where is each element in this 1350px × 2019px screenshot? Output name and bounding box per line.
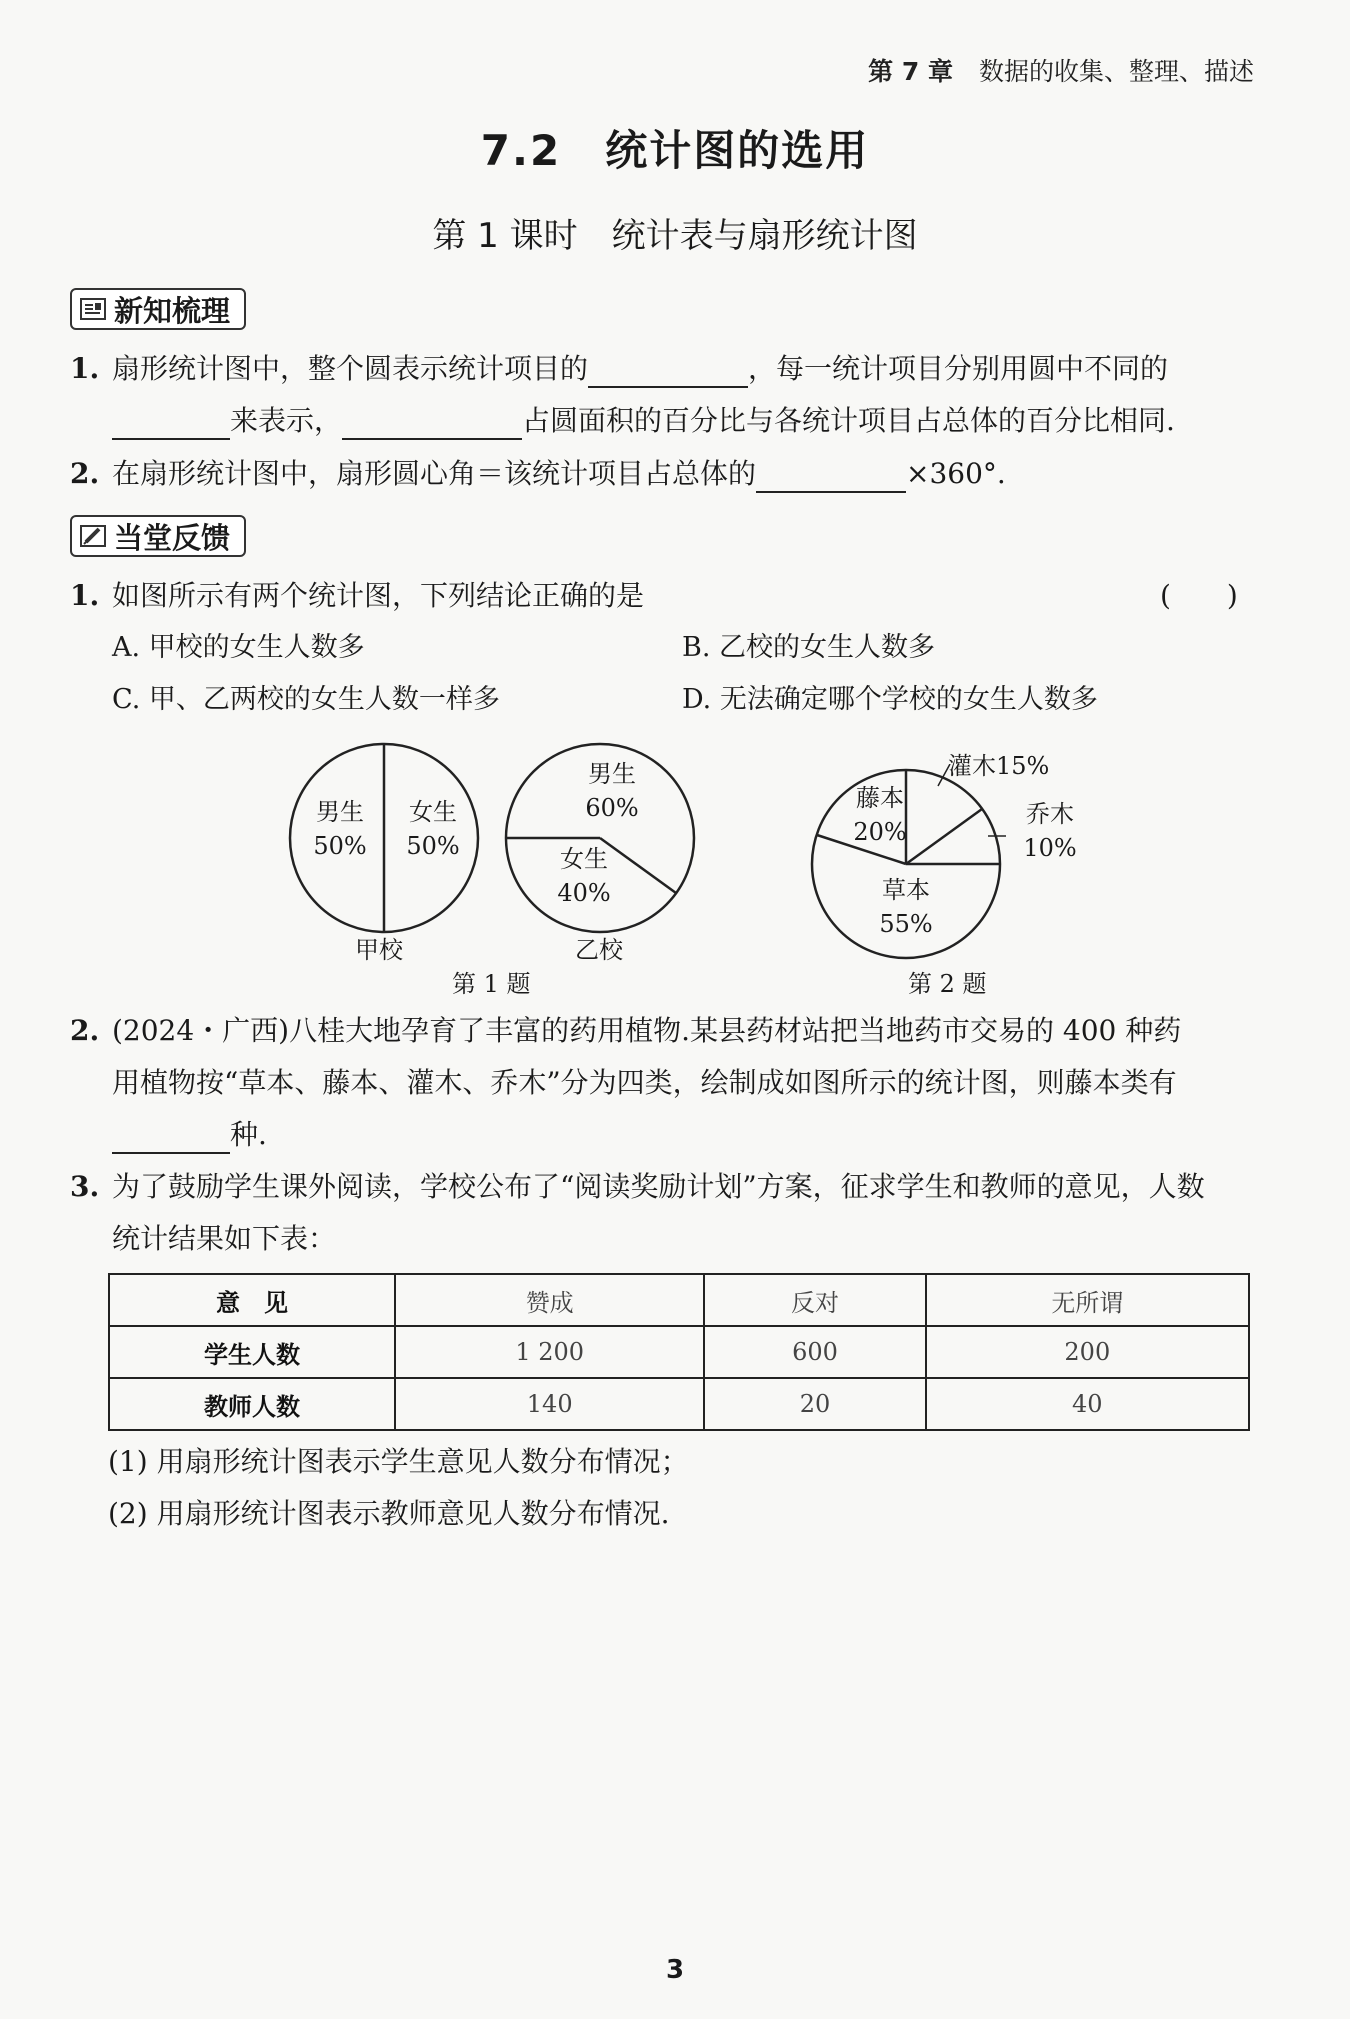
pie-b-name: 乙校 bbox=[575, 936, 623, 964]
item-text: ，每一统计项目分别用圆中不同的 bbox=[748, 352, 1169, 385]
answer-blank[interactable] bbox=[342, 408, 522, 440]
item-number: 1. bbox=[70, 352, 100, 385]
question-3-sub2: (2) 用扇形统计图表示教师意见人数分布情况. bbox=[108, 1497, 670, 1530]
table-cell: 40 bbox=[926, 1378, 1249, 1430]
section-label: 当堂反馈 bbox=[114, 520, 231, 555]
option-b[interactable]: B. 乙校的女生人数多 bbox=[682, 632, 936, 663]
question-number: 3. bbox=[70, 1170, 100, 1203]
table-cell: 1 200 bbox=[395, 1326, 704, 1378]
question-2-line1 bbox=[70, 1012, 1181, 1050]
chapter-number: 第 7 章 bbox=[868, 57, 953, 86]
item-number: 2. bbox=[70, 457, 100, 490]
herb-label: 草本 55% bbox=[879, 876, 933, 938]
question-3-sub1: (1) 用扇形统计图表示学生意见人数分布情况； bbox=[108, 1445, 689, 1478]
chapter-title: 数据的收集、整理、描述 bbox=[978, 57, 1254, 86]
item-text: ×360°. bbox=[906, 457, 1006, 490]
answer-parentheses[interactable]: ( ) bbox=[1160, 579, 1238, 612]
figure-2-caption: 第 2 题 bbox=[908, 970, 987, 998]
question-text: 如图所示有两个统计图，下列结论正确的是 bbox=[112, 579, 645, 612]
item-text: 扇形统计图中，整个圆表示统计项目的 bbox=[112, 352, 589, 385]
option-a[interactable]: A. 甲校的女生人数多 bbox=[112, 632, 365, 663]
table-cell: 20 bbox=[704, 1378, 925, 1430]
item-text: 占圆面积的百分比与各统计项目占总体的百分比相同. bbox=[522, 404, 1175, 437]
table-row bbox=[109, 1378, 1249, 1430]
pie-a-male-label: 男生 50% bbox=[313, 798, 367, 860]
new-item-2 bbox=[70, 455, 1006, 493]
section-feedback bbox=[70, 515, 246, 557]
question-text: (2024・广西)八桂大地孕育了丰富的药用植物.某县药材站把当地药市交易的 400 种药 bbox=[112, 1014, 1182, 1047]
section-label: 新知梳理 bbox=[114, 293, 231, 328]
section-new-knowledge bbox=[70, 288, 246, 330]
book-icon bbox=[80, 297, 106, 321]
new-item-1-line2 bbox=[112, 402, 1175, 440]
pie-a-name: 甲校 bbox=[355, 936, 403, 964]
question-1 bbox=[70, 577, 644, 615]
option-d[interactable]: D. 无法确定哪个学校的女生人数多 bbox=[682, 684, 1098, 715]
question-3-line2: 统计结果如下表： bbox=[112, 1222, 337, 1255]
question-3-line1 bbox=[70, 1168, 1205, 1206]
figure-1-caption: 第 1 题 bbox=[452, 970, 531, 998]
question-text: 种. bbox=[230, 1118, 267, 1151]
lesson-title: 第 1 课时 统计表与扇形统计图 bbox=[432, 216, 918, 256]
table-row bbox=[109, 1326, 1249, 1378]
option-c[interactable]: C. 甲、乙两校的女生人数一样多 bbox=[112, 684, 500, 715]
answer-blank[interactable] bbox=[112, 1122, 230, 1154]
item-text: 在扇形统计图中，扇形圆心角＝该统计项目占总体的 bbox=[112, 457, 757, 490]
item-text: 来表示， bbox=[230, 404, 343, 437]
table-cell: 200 bbox=[926, 1326, 1249, 1378]
question-number: 1. bbox=[70, 579, 100, 612]
question-2-line2: 用植物按“草本、藤本、灌木、乔木”分为四类，绘制成如图所示的统计图，则藤本类有 bbox=[112, 1066, 1177, 1099]
chapter-header bbox=[868, 52, 1254, 88]
section-title: 7.2 统计图的选用 bbox=[480, 126, 870, 175]
question-2-line3 bbox=[112, 1116, 267, 1154]
pencil-icon bbox=[80, 524, 106, 548]
opinion-table bbox=[108, 1273, 1250, 1431]
table-header-cell: 反对 bbox=[704, 1274, 925, 1326]
answer-blank[interactable] bbox=[588, 356, 748, 388]
question-number: 2. bbox=[70, 1014, 100, 1047]
table-header-cell: 无所谓 bbox=[926, 1274, 1249, 1326]
vine-label: 藤本 20% bbox=[853, 784, 907, 846]
table-header-cell: 赞成 bbox=[395, 1274, 704, 1326]
table-header-cell: 意 见 bbox=[109, 1274, 395, 1326]
table-row-label: 教师人数 bbox=[109, 1378, 395, 1430]
pie-b-female-label: 女生 40% bbox=[557, 845, 611, 907]
question-text: 为了鼓励学生课外阅读，学校公布了“阅读奖励计划”方案，征求学生和教师的意见，人数 bbox=[112, 1170, 1205, 1203]
table-row-label: 学生人数 bbox=[109, 1326, 395, 1378]
table-header-row bbox=[109, 1274, 1249, 1326]
answer-blank[interactable] bbox=[112, 408, 230, 440]
page-number: 3 bbox=[665, 1955, 685, 1985]
table-cell: 600 bbox=[704, 1326, 925, 1378]
shrub-label: 灌木15% bbox=[948, 752, 1050, 780]
new-item-1-line1 bbox=[70, 350, 1168, 388]
table-cell: 140 bbox=[395, 1378, 704, 1430]
pie-a-female-label: 女生 50% bbox=[406, 798, 460, 860]
answer-blank[interactable] bbox=[756, 461, 906, 493]
tree-label: 乔木 10% bbox=[1023, 800, 1077, 862]
pie-b-male-label: 男生 60% bbox=[585, 760, 639, 822]
